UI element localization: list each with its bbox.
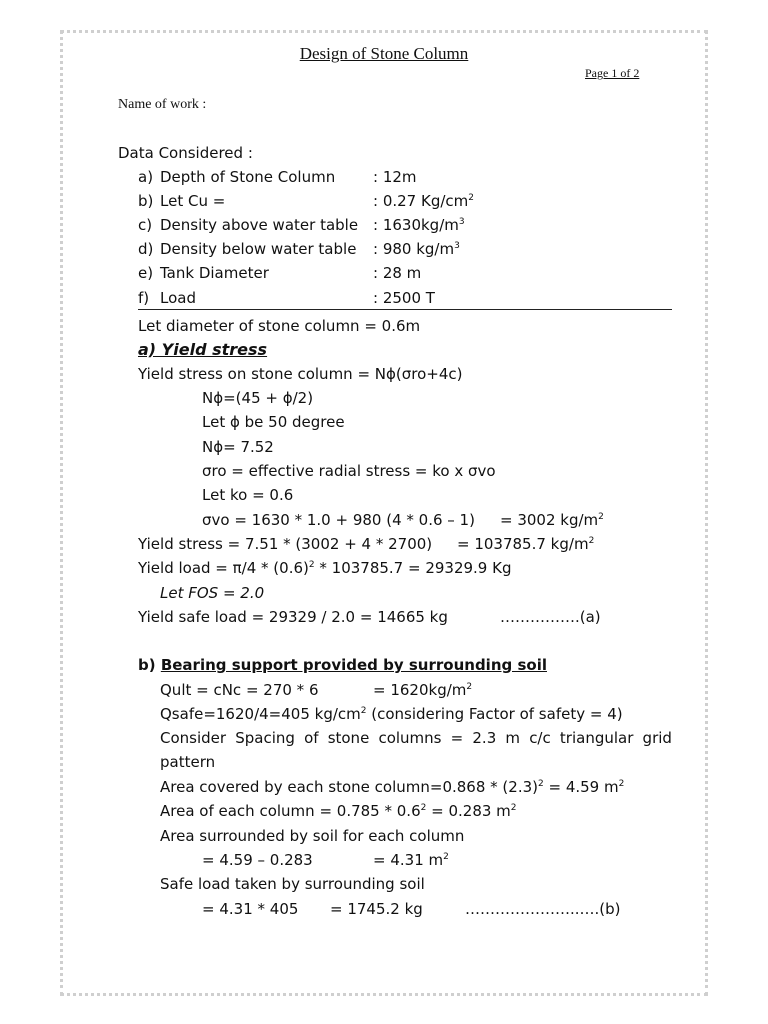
sigma-vo-rhs: = 3002 $kg/m^2$ xyxy=(500,511,604,529)
item-value: : 12m xyxy=(373,168,417,186)
data-item xyxy=(138,216,465,234)
item-label: Density above water table xyxy=(160,216,359,234)
data-considered-heading: Data Considered : xyxy=(118,144,253,162)
qsafe-line: Qsafe=1620/4=405 $kg/cm^2$ (considering Factor of safety = 4) xyxy=(160,705,623,723)
yield-stress-lhs: Yield stress = 7.51 * (3002 + 4 * 2700) xyxy=(138,535,433,553)
nphi-value-line: Nϕ= 7.52 xyxy=(202,438,274,456)
area-soil-line: Area surrounded by soil for each column xyxy=(160,827,465,845)
item-value-sup: 3 xyxy=(458,217,465,227)
document-title: Design of Stone Column xyxy=(299,44,469,63)
item-value: : 2500 T xyxy=(373,289,435,307)
spacing-word: Consider xyxy=(160,729,227,747)
spacing-word: grid xyxy=(642,729,672,747)
safe-soil-tag: …………………..….(b) xyxy=(465,900,621,918)
qult-lhs: Qult = cNc = 270 * 6 xyxy=(160,681,319,699)
spacing-word: c/c xyxy=(529,729,551,747)
yield-stress-heading: a) Yield stress xyxy=(138,340,268,359)
item-value: : 980 kg/m xyxy=(373,240,455,258)
safe-load-line: Yield safe load = 29329 / 2.0 = 14665 kg xyxy=(138,608,448,626)
item-letter: f) xyxy=(138,289,150,307)
sigma-vo-lhs: σvo = 1630 * 1.0 + 980 (4 * 0.6 – 1) xyxy=(202,511,475,529)
item-letter: d) xyxy=(138,240,154,258)
area-soil-lhs: = 4.59 – 0.283 xyxy=(202,851,313,869)
spacing-word: stone xyxy=(327,729,370,747)
item-label: Density below water table xyxy=(160,240,357,258)
divider-line xyxy=(138,309,672,310)
data-item xyxy=(138,264,421,282)
data-item xyxy=(138,168,417,186)
sigma-ro-line: σro = effective radial stress = ko x σvo xyxy=(202,462,496,480)
item-label: Let Cu = xyxy=(160,192,226,210)
item-value: : 28 m xyxy=(373,264,422,282)
spacing-word: of xyxy=(304,729,319,747)
data-item xyxy=(138,289,435,307)
spacing-word: 2.3 xyxy=(472,729,497,747)
area-column-line: Area of each column = $0.785 * 0.6^2 = 0.283$ $m^2$ xyxy=(160,802,517,820)
diameter-line: Let diameter of stone column = 0.6m xyxy=(138,317,421,335)
spacing-word: columns xyxy=(378,729,442,747)
spacing-continuation: pattern xyxy=(160,753,216,771)
spacing-word: triangular xyxy=(559,729,634,747)
name-of-work-label: Name of work : xyxy=(118,97,207,112)
qult-rhs: = $1620kg/m^2$ xyxy=(373,681,473,699)
spacing-word: = xyxy=(450,729,464,747)
data-item xyxy=(138,240,460,258)
yield-stress-rhs: = 103785.7 $kg/m^2$ xyxy=(457,535,595,553)
item-letter: b) xyxy=(138,192,154,210)
item-value: : 0.27 Kg/cm xyxy=(373,192,469,210)
fos-line: Let FOS = 2.0 xyxy=(160,584,265,602)
item-value-sup: 2 xyxy=(468,193,474,203)
bearing-heading: b) Bearing support provided by surrounding soil xyxy=(138,656,547,674)
yield-load-line: Yield load = $\pi/4 * (0.6)^2 * 103785.7 = 29329.9$ Kg xyxy=(138,559,512,577)
nphi-formula-line: Nϕ=(45 + ϕ/2) xyxy=(202,389,314,407)
area-soil-rhs: = 4.31 $m^2$ xyxy=(373,851,449,869)
safe-soil-line: Safe load taken by surrounding soil xyxy=(160,875,425,893)
item-value: : 1630kg/m xyxy=(373,216,459,234)
safe-soil-lhs: = 4.31 * 405 xyxy=(202,900,299,918)
item-label: Tank Diameter xyxy=(160,264,269,282)
spacing-word: m xyxy=(505,729,521,747)
item-letter: c) xyxy=(138,216,153,234)
phi-line: Let ϕ be 50 degree xyxy=(202,413,345,431)
item-letter: e) xyxy=(138,264,154,282)
spacing-word: Spacing xyxy=(235,729,295,747)
yield-on-column-line: Yield stress on stone column = Nϕ(σro+4c) xyxy=(138,365,463,383)
safe-load-tag: …………….(a) xyxy=(500,608,601,626)
item-label: Depth of Stone Column xyxy=(160,168,336,186)
item-value-sup: 3 xyxy=(454,241,460,251)
data-item xyxy=(138,192,474,210)
item-label: Load xyxy=(160,289,196,307)
safe-soil-mid: = 1745.2 kg xyxy=(330,900,423,918)
ko-line: Let ko = 0.6 xyxy=(202,486,294,504)
item-letter: a) xyxy=(138,168,154,186)
spacing-line xyxy=(160,729,672,747)
area-covered-line: Area covered by each stone column=0.868 * $(2.3)^2 = 4.59$ $m^2$ xyxy=(160,778,625,796)
page-number: Page 1 of 2 xyxy=(585,66,640,80)
